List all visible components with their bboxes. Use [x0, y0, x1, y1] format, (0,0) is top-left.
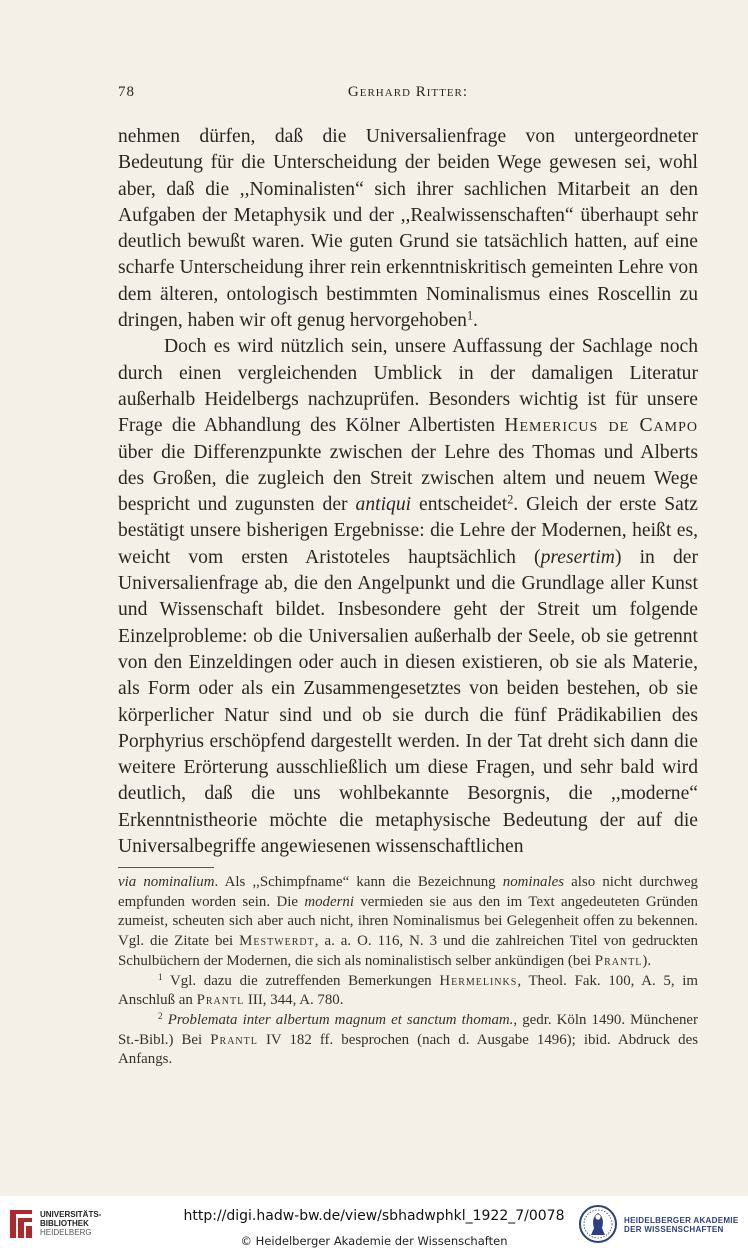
note-cont-text-b: also nicht durchweg empfunden worden sein. Die [118, 874, 698, 910]
note-cont-text-d: , a. a. O. 116, N. 3 und die zahlreichen Titel von gedruckten Schulbüchern der Modernen, die sich als nominalistisch selber ankündigen (bei [118, 933, 698, 969]
permalink-url[interactable]: http://digi.hadw-bw.de/view/sbhadwphkl_1922_7/0078 [183, 1208, 565, 1224]
term-presertim: presertim [540, 546, 615, 568]
term-via-nominalium: via nominalium [118, 874, 215, 890]
body-text [118, 124, 698, 860]
footnote-2-text-a: , gedr. Köln 1490. Münchener St.-Bibl.) Bei [118, 1011, 698, 1048]
paragraph-1-end: . [473, 310, 478, 332]
footnote-ref-1[interactable]: 1 [466, 308, 474, 323]
academy-name-line-2: DER WISSENSCHAFTEN [624, 1225, 724, 1234]
author-mestwerdt: Mestwerdt [239, 933, 315, 950]
running-head: Gerhard Ritter: [347, 84, 469, 100]
note-cont-text-c: vermieden sie aus den im Text angedeuteten Gründen zumeist, scheuten sich aber auch nicht, ihren Nominalismus bei Gelegenheit offen zu bekennen. Vgl. die Zitate bei [118, 893, 698, 950]
digitization-footer [0, 1196, 748, 1254]
paragraph-2-text-a: Doch es wird nützlich sein, unsere Auffassung der Sachlage noch durch einen vergleichenden Umblick in der damaligen Literatur außerhalb Heidelbergs nachzuprüfen. Besonders wichtig ist für unsere Frage die Abhandlung des Kölner Albertisten [118, 336, 698, 437]
library-name-line-1: UNIVERSITÄTS- [40, 1210, 102, 1219]
work-title-problemata: Problemata inter albertum magnum et sanctum thomam. [167, 1011, 514, 1028]
author-prantl: Prantl [196, 992, 245, 1009]
footnote-1-text-a: Vgl. dazu die zutreffenden Bemerkungen [162, 972, 440, 989]
footnote-2 [118, 1011, 698, 1070]
footnote-2-mark: 2 [158, 1010, 163, 1021]
term-moderni: moderni [304, 893, 354, 910]
library-name-line-2: BIBLIOTHEK [40, 1219, 89, 1228]
term-nominales: nominales [502, 874, 564, 890]
paragraph-2-text-d: . Gleich der erste Satz bestätigt unsere bisherigen Ergebnisse: die Lehre der Modernen, heißt es, weicht vom ersten Aristoteles hauptsächlich ( [118, 494, 698, 568]
author-hermelinks: Hermelinks [439, 972, 518, 989]
library-name-line-3: HEIDELBERG [40, 1228, 92, 1237]
footnote-rule [118, 867, 214, 868]
paragraph-2-text-b: über die Differenzpunkte zwischen der Lehre des Thomas und Alberts des Großen, die zugleich den Streit zwischen altem und neuem Wege bespricht und zugunsten der [118, 441, 698, 516]
author-hemericus: Hemericus de Campo [504, 415, 698, 437]
academy-name [624, 1216, 738, 1234]
author-prantl: Prantl [594, 952, 643, 969]
footnote-ref-2[interactable]: 2 [507, 492, 514, 507]
note-cont-text-a: . Als ,,Schimpfname“ kann die Bezeichnung [214, 874, 503, 890]
copyright-notice: © Heidelberger Akademie der Wissenschaften [240, 1234, 508, 1248]
footnote-continuation [118, 873, 698, 972]
paragraph-2-text-c: entscheidet [411, 494, 508, 516]
footnote-1-mark: 1 [158, 971, 163, 982]
footnote-1-text-b: , Theol. Fak. 100, A. 5, im Anschluß an [118, 972, 699, 1009]
paragraph-1 [118, 124, 698, 334]
footnote-1-text-c: III, 344, A. 780. [244, 992, 344, 1009]
footnote-1 [118, 972, 698, 1011]
academy-name-line-1: HEIDELBERGER AKADEMIE [624, 1216, 739, 1225]
term-antiqui: antiqui [355, 494, 412, 516]
author-prantl: Prantl [210, 1031, 258, 1048]
note-cont-text-e: ). [642, 952, 652, 969]
footnotes [118, 873, 698, 1070]
paragraph-2 [118, 334, 698, 860]
paragraph-2-text-e: ) in der Universalienfrage ab, die den Angelpunkt und die Grundlage aller Kunst und Wissenschaft bildet. Insbesondere geht der Streit um folgende Einzelprobleme: ob die Universalien außerhalb der Seele, ob sie getrennt von den Einzeldingen oder auch in diesen existieren, ob sie als Materie, als Form oder als ein Zusammengesetztes von beiden bestehen, ob sie körperlicher Natur sind und ob sie durch die fünf Prädikabilien des Porphyrius erschöpfend dargestellt werden. In der Tat dreht sich dann die weitere Erörterung ausschließlich um diese Fragen, und sehr bald wird deutlich, daß die uns wohlbekannte Besorgnis, die ,,moderne“ Erkenntnistheorie möchte die metaphysische Bedeutung der auf die Universalbegriffe angewiesenen wissenschaftlichen [118, 546, 698, 858]
paragraph-1-text: nehmen dürfen, daß die Universalienfrage von untergeordneter Bedeutung für die Unterscheidung der beiden Wege gewesen sei, wohl aber, daß die ,,Nominalisten“ sich ihrer sachlichen Mitarbeit an den Aufgaben der Metaphysik und der ,,Realwissenschaften“ überhaupt sehr deutlich bewußt waren. Wie guten Grund sie tatsächlich hatten, auf eine scharfe Unterscheidung ihrer rein erkenntniskritisch gemeinten Lehre von dem älteren, ontologisch bestimmten Nominalismus eines Roscellin zu dringen, haben wir oft genug hervorgehoben [118, 126, 698, 332]
page-header [118, 84, 698, 108]
page-number: 78 [118, 84, 135, 100]
academy-seal-icon[interactable] [578, 1204, 618, 1244]
footnote-2-text-b: IV 182 ff. besprochen (nach d. Ausgabe 1496); ibid. Abdruck des Anfangs. [118, 1031, 698, 1068]
